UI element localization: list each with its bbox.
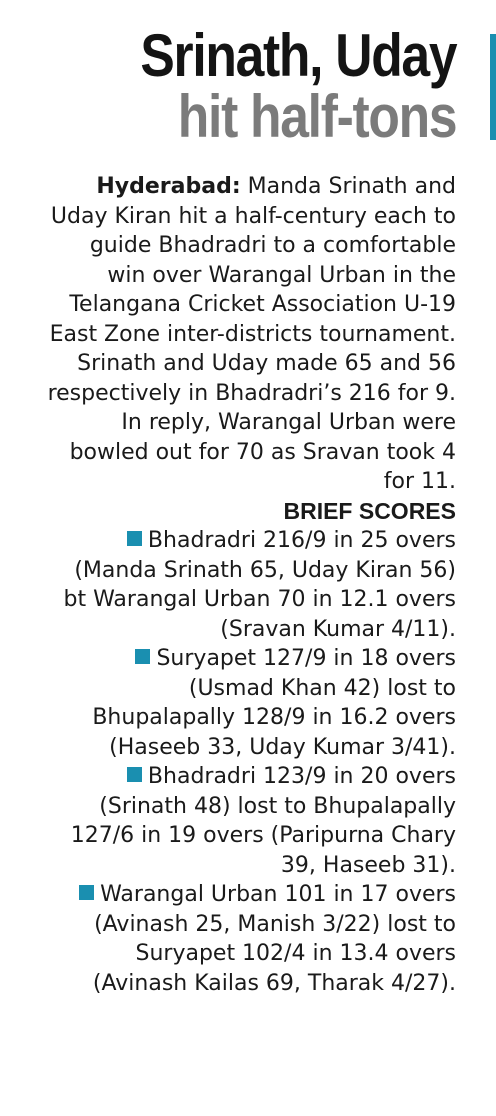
score-text: Bhadradri 123/9 in 20 overs (Srinath 48) lost to Bhupalapally 127/6 in 19 overs (Paripurna Chary 39, Haseeb 31). (70, 764, 456, 878)
square-bullet-icon (127, 531, 142, 546)
headline-line-1: Srinath, Uday (140, 22, 456, 89)
score-text: Warangal Urban 101 in 17 overs (Avinash 25, Manish 3/22) lost to Suryapet 102/4 in 13.4 overs (Avinash Kailas 69, Tharak 4/27). (92, 882, 456, 996)
score-item (46, 880, 456, 998)
score-item (46, 526, 456, 644)
accent-bar (490, 34, 496, 140)
brief-scores-heading: BRIEF SCORES (283, 497, 456, 524)
lead-text: Manda Srinath and Uday Kiran hit a half-century each to guide Bhadradri to a comfortable win over Warangal Urban in the Telangana Cricket Association U-19 East Zone inter-districts tournament. Srinath and Uday made 65 and 56 respectively in Bhadradri’s 216 for 9. In reply, Warangal Urban were bowled out for 70 as Sravan took 4 for 11. (47, 174, 456, 494)
score-text: Suryapet 127/9 in 18 overs (Usmad Khan 42) lost to Bhupalapally 128/9 in 16.2 overs (Haseeb 33, Uday Kumar 3/41). (92, 646, 456, 760)
square-bullet-icon (135, 649, 150, 664)
headline (140, 22, 456, 150)
square-bullet-icon (79, 885, 94, 900)
dateline: Hyderabad: (96, 174, 241, 199)
square-bullet-icon (127, 767, 142, 782)
score-text: Bhadradri 216/9 in 25 overs (Manda Srinath 65, Uday Kiran 56) bt Warangal Urban 70 in 12.1 overs (Sravan Kumar 4/11). (63, 528, 456, 642)
article-body (46, 172, 456, 998)
headline-line-2: hit half-tons (177, 83, 456, 150)
score-item (46, 762, 456, 880)
lead-paragraph (46, 172, 456, 497)
score-item (46, 644, 456, 762)
